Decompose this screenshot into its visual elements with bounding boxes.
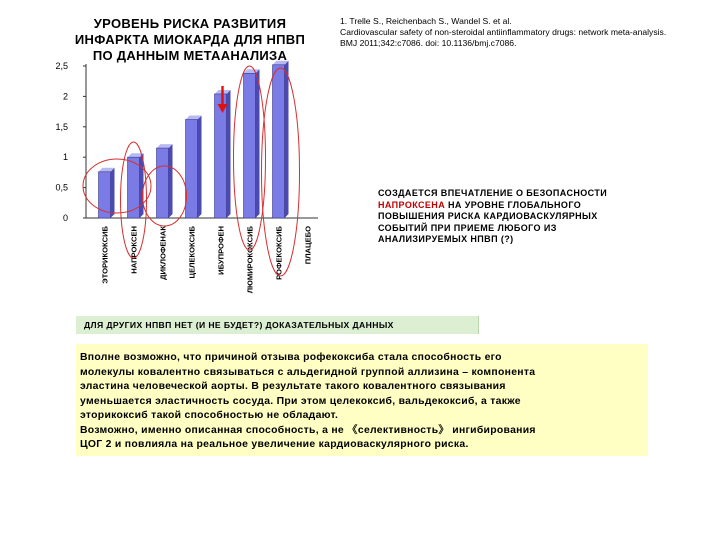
explanation-line: Возможно, именно описанная способность, а не 《селективность》 ингибирования bbox=[80, 424, 536, 436]
bar bbox=[186, 120, 198, 218]
x-tick-label: ЦЕЛЕКОКСИБ bbox=[187, 226, 197, 279]
note-line-rest: НА УРОВНЕ ГЛОБАЛЬНОГО bbox=[445, 199, 582, 210]
y-tick-label: 2,5 bbox=[55, 61, 68, 71]
chart-title-line: УРОВЕНЬ РИСКА РАЗВИТИЯ bbox=[93, 16, 287, 31]
bar bbox=[273, 65, 285, 218]
bar bbox=[244, 73, 256, 218]
naproxen-safety-note bbox=[378, 188, 678, 246]
other-nsaid-banner bbox=[76, 316, 479, 334]
x-tick-label: РОФЕКОКСИБ bbox=[274, 226, 284, 280]
note-line bbox=[378, 200, 678, 212]
y-tick-label: 0,5 bbox=[55, 182, 68, 193]
explanation-line: уменьшается эластичность сосуда. При этом целекоксиб, вальдекоксиб, а также bbox=[80, 395, 521, 407]
note-line: СОБЫТИЙ ПРИ ПРИЕМЕ ЛЮБОГО ИЗ bbox=[378, 222, 557, 233]
y-tick-label: 2 bbox=[62, 91, 68, 102]
note-line: АНАЛИЗИРУЕМЫХ НПВП (?) bbox=[378, 234, 514, 244]
x-tick-label: ИБУПРОФЕН bbox=[216, 226, 226, 275]
bar bbox=[157, 148, 169, 218]
bar bbox=[128, 157, 140, 218]
y-tick-label: 1 bbox=[62, 152, 68, 163]
x-tick-label: НАПРОКСЕН bbox=[129, 226, 139, 274]
y-tick-label: 0 bbox=[62, 213, 68, 223]
x-tick-label: ЛЮМИРОКОКСИБ bbox=[245, 226, 255, 294]
y-tick-label: 1,5 bbox=[55, 121, 68, 132]
chart-title-line: ИНФАРКТА МИОКАРДА ДЛЯ НПВП bbox=[74, 32, 306, 47]
x-tick-label: ДИКЛОФЕНАК bbox=[158, 226, 168, 280]
bar-side bbox=[285, 61, 289, 218]
x-tick-label: ЭТОРИКОКСИБ bbox=[100, 226, 110, 284]
bar-side bbox=[111, 168, 115, 218]
explanation-line: эторикоксиб такой способностью не обладают. bbox=[80, 410, 339, 421]
other-nsaid-text: ДЛЯ ДРУГИХ НПВП НЕТ (И НЕ БУДЕТ?) ДОКАЗАТЕЛЬНЫХ ДАННЫХ bbox=[84, 320, 394, 330]
bar bbox=[215, 94, 227, 218]
bar-side bbox=[169, 144, 173, 218]
explanation-line: Вполне возможно, что причиной отзыва рофекоксиба стала способность его bbox=[80, 352, 502, 363]
x-tick-label: ПЛАЦЕБО bbox=[303, 226, 313, 265]
explanation-line: эластина человеческой аорты. В результате такого ковалентного связывания bbox=[80, 381, 506, 392]
citation bbox=[340, 16, 690, 49]
bar-side bbox=[140, 153, 144, 218]
citation-article-title: Cardiovascular safety of non-steroidal antiinflammatory drugs: network meta-analysis. bbox=[340, 27, 667, 37]
citation-authors: 1. Trelle S., Reichenbach S., Wandel S. et al. bbox=[340, 16, 512, 26]
citation-journal: BMJ 2011;342:c7086. doi: 10.1136/bmj.c7086. bbox=[340, 38, 517, 48]
note-line: СОЗДАЕТСЯ ВПЕЧАТЛЕНИЕ О БЕЗОПАСНОСТИ bbox=[378, 188, 608, 198]
note-line: ПОВЫШЕНИЯ РИСКА КАРДИОВАСКУЛЯРНЫХ bbox=[378, 211, 598, 221]
bar-side bbox=[227, 90, 231, 218]
bar-side bbox=[256, 69, 260, 218]
explanation-box bbox=[76, 344, 648, 456]
explanation-line: молекулы ковалентно связываться с альдегидной группой аллизина – компонента bbox=[80, 366, 536, 378]
explanation-line: ЦОГ 2 и повлияла на реальное увеличение кардиоваскулярного риска. bbox=[80, 439, 469, 450]
chart-title bbox=[64, 16, 316, 64]
naproxen-highlight: НАПРОКСЕНА bbox=[378, 199, 446, 210]
chart-title-line: ПО ДАННЫМ МЕТААНАЛИЗА bbox=[92, 48, 288, 63]
bar-side bbox=[198, 116, 202, 218]
